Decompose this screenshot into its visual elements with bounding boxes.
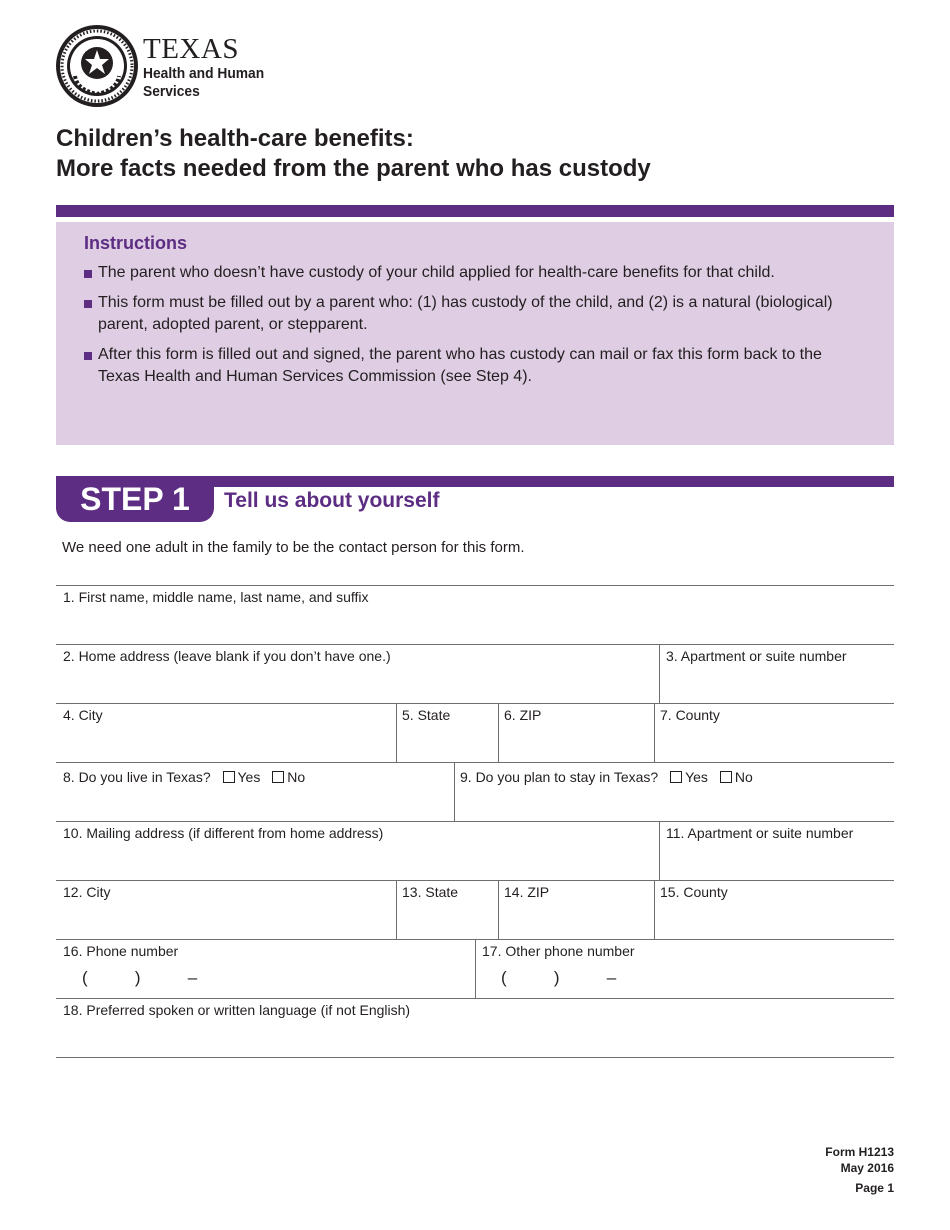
form-divider <box>659 644 660 703</box>
mailing-city-field[interactable]: 12. City <box>63 884 111 900</box>
instruction-text: This form must be filled out by a parent who: (1) has custody of the child, and (2) is a natural (biological) parent, adopted parent, or stepparent. <box>98 294 833 333</box>
form-date: May 2016 <box>840 1161 894 1175</box>
state-field[interactable]: 5. State <box>402 707 451 723</box>
live-in-texas-no-checkbox[interactable] <box>272 771 284 783</box>
city-field[interactable]: 4. City <box>63 707 103 723</box>
bullet-icon <box>84 352 92 360</box>
form-rule <box>56 821 894 822</box>
instruction-item <box>84 292 864 336</box>
step-intro: We need one adult in the family to be the contact person for this form. <box>62 539 525 556</box>
stay-in-texas-label: 9. Do you plan to stay in Texas? <box>460 769 659 785</box>
form-divider <box>654 703 655 762</box>
bullet-icon <box>84 270 92 278</box>
stay-in-texas-question <box>460 769 753 785</box>
form-divider <box>498 703 499 762</box>
form-rule <box>56 880 894 881</box>
phone-field[interactable]: 16. Phone number <box>63 943 179 959</box>
stay-in-texas-yes-checkbox[interactable] <box>670 771 682 783</box>
live-in-texas-yes-checkbox[interactable] <box>223 771 235 783</box>
live-in-texas-label: 8. Do you live in Texas? <box>63 769 211 785</box>
step-title: Tell us about yourself <box>224 489 440 512</box>
title-line-1: Children’s health-care benefits: <box>56 125 414 152</box>
form-divider <box>498 880 499 939</box>
language-field[interactable]: 18. Preferred spoken or written language (if not English) <box>63 1002 411 1018</box>
instruction-item <box>84 344 864 388</box>
bullet-icon <box>84 300 92 308</box>
form-rule <box>56 585 894 586</box>
form-divider <box>659 821 660 880</box>
instructions-heading: Instructions <box>84 233 188 253</box>
divider-bar <box>56 205 894 217</box>
form-divider <box>396 703 397 762</box>
other-phone-field[interactable]: 17. Other phone number <box>482 943 635 959</box>
logo-line-1: Health and Human <box>143 65 265 82</box>
yes-label: Yes <box>237 769 261 785</box>
yes-label: Yes <box>685 769 708 785</box>
stay-in-texas-no-checkbox[interactable] <box>720 771 732 783</box>
form-divider <box>396 880 397 939</box>
page-number: Page 1 <box>855 1181 894 1195</box>
form-rule <box>56 998 894 999</box>
mailing-address-field[interactable]: 10. Mailing address (if different from home address) <box>63 825 384 841</box>
texas-seal-logo <box>55 24 139 108</box>
form-divider <box>454 762 455 821</box>
form-number: Form H1213 <box>825 1145 894 1159</box>
zip-field[interactable]: 6. ZIP <box>504 707 542 723</box>
mailing-county-field[interactable]: 15. County <box>660 884 728 900</box>
form-divider <box>654 880 655 939</box>
mailing-state-field[interactable]: 13. State <box>402 884 459 900</box>
other-phone-format: ( ) – <box>501 968 617 987</box>
logo-texas: TEXAS <box>143 33 239 65</box>
instruction-text: The parent who doesn’t have custody of your child applied for health-care benefits for that child. <box>98 264 775 281</box>
phone-format: ( ) – <box>82 968 198 987</box>
step-label: STEP 1 <box>56 476 214 522</box>
form-divider <box>475 939 476 998</box>
instruction-text: After this form is filled out and signed, the parent who has custody can mail or fax this form back to the Texas Health and Human Services Commission (see Step 4). <box>98 346 822 385</box>
logo-line-2: Services <box>143 83 200 100</box>
apartment-field[interactable]: 3. Apartment or suite number <box>666 648 847 664</box>
form-rule <box>56 1057 894 1058</box>
page-title <box>56 124 651 184</box>
agency-name <box>143 34 275 101</box>
instructions-panel <box>56 222 894 445</box>
no-label: No <box>734 769 753 785</box>
name-field[interactable]: 1. First name, middle name, last name, and suffix <box>63 589 369 605</box>
form-rule <box>56 703 894 704</box>
instruction-item <box>84 262 864 284</box>
title-line-2: More facts needed from the parent who has custody <box>56 155 651 182</box>
mailing-apartment-field[interactable]: 11. Apartment or suite number <box>666 825 854 841</box>
form-rule <box>56 644 894 645</box>
form-rule <box>56 762 894 763</box>
no-label: No <box>287 769 306 785</box>
county-field[interactable]: 7. County <box>660 707 720 723</box>
live-in-texas-question <box>63 769 305 785</box>
mailing-zip-field[interactable]: 14. ZIP <box>504 884 550 900</box>
instructions-list <box>84 262 864 396</box>
home-address-field[interactable]: 2. Home address (leave blank if you don’t have one.) <box>63 648 391 664</box>
